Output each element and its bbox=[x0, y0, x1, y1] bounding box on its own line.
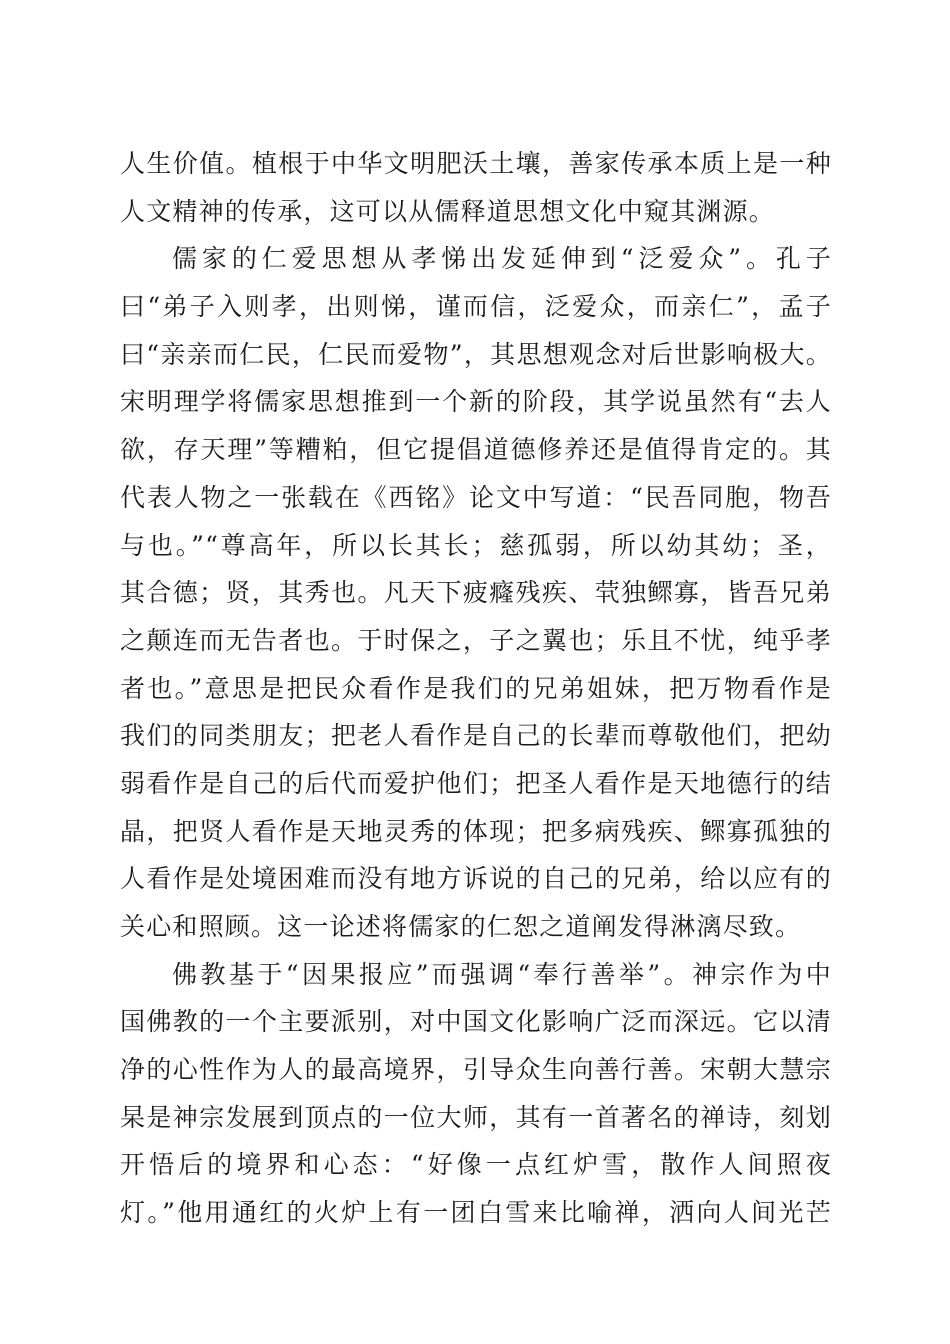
text-line: 曰“亲亲而仁民，仁民而爱物”，其思想观念对后世影响极大。 bbox=[120, 339, 832, 369]
text-line: 曰“弟子入则孝，出则悌，谨而信，泛爱众，而亲仁”，孟子 bbox=[120, 292, 832, 322]
text-line: 开悟后的境界和心态：“好像一点红炉雪，散作人间照夜 bbox=[120, 1150, 832, 1180]
paragraph-first-line: 佛教基于“因果报应”而强调“奉行善举”。神宗作为中 bbox=[172, 959, 832, 989]
text-line: 欲，存天理”等糟粕，但它提倡道德修养还是值得肯定的。其 bbox=[120, 435, 832, 465]
text-line: 者也。”意思是把民众看作是我们的兄弟姐妹，把万物看作是 bbox=[120, 673, 832, 703]
text-line: 国佛教的一个主要派别，对中国文化影响广泛而深远。它以清 bbox=[120, 1007, 832, 1037]
text-line: 我们的同类朋友；把老人看作是自己的长辈而尊敬他们，把幼 bbox=[120, 721, 832, 751]
text-line: 杲是神宗发展到顶点的一位大师，其有一首著名的禅诗，刻划 bbox=[120, 1102, 832, 1132]
text-line: 之颠连而无告者也。于时保之，子之翼也；乐且不忧，纯乎孝 bbox=[120, 625, 832, 655]
text-line: 与也。”“尊高年，所以长其长；慈孤弱，所以幼其幼；圣， bbox=[120, 530, 832, 560]
text-line: 其合德；贤，其秀也。凡天下疲癃残疾、茕独鳏寡，皆吾兄弟 bbox=[120, 578, 832, 608]
text-line: 晶，把贤人看作是天地灵秀的体现；把多病残疾、鳏寡孤独的 bbox=[120, 816, 832, 846]
text-line: 净的心性作为人的最高境界，引导众生向善行善。宋朝大慧宗 bbox=[120, 1055, 832, 1085]
text-line: 人生价值。植根于中华文明肥沃土壤，善家传承本质上是一种 bbox=[120, 149, 832, 178]
text-line: 关心和照顾。这一论述将儒家的仁恕之道阐发得淋漓尽致。 bbox=[120, 912, 802, 941]
body-text bbox=[120, 140, 832, 1237]
paragraph-first-line: 儒家的仁爱思想从孝悌出发延伸到“泛爱众”。孔子 bbox=[172, 244, 832, 274]
text-line: 人文精神的传承，这可以从儒释道思想文化中窥其渊源。 bbox=[120, 196, 776, 226]
text-line: 人看作是处境困难而没有地方诉说的自己的兄弟，给以应有的 bbox=[120, 864, 832, 894]
text-line: 代表人物之一张载在《西铭》论文中写道：“民吾同胞，物吾 bbox=[120, 482, 832, 512]
text-line: 弱看作是自己的后代而爱护他们；把圣人看作是天地德行的结 bbox=[120, 768, 832, 798]
text-line: 灯。”他用通红的火炉上有一团白雪来比喻禅，洒向人间光芒 bbox=[120, 1198, 832, 1228]
text-line: 宋明理学将儒家思想推到一个新的阶段，其学说虽然有“去人 bbox=[120, 387, 832, 417]
